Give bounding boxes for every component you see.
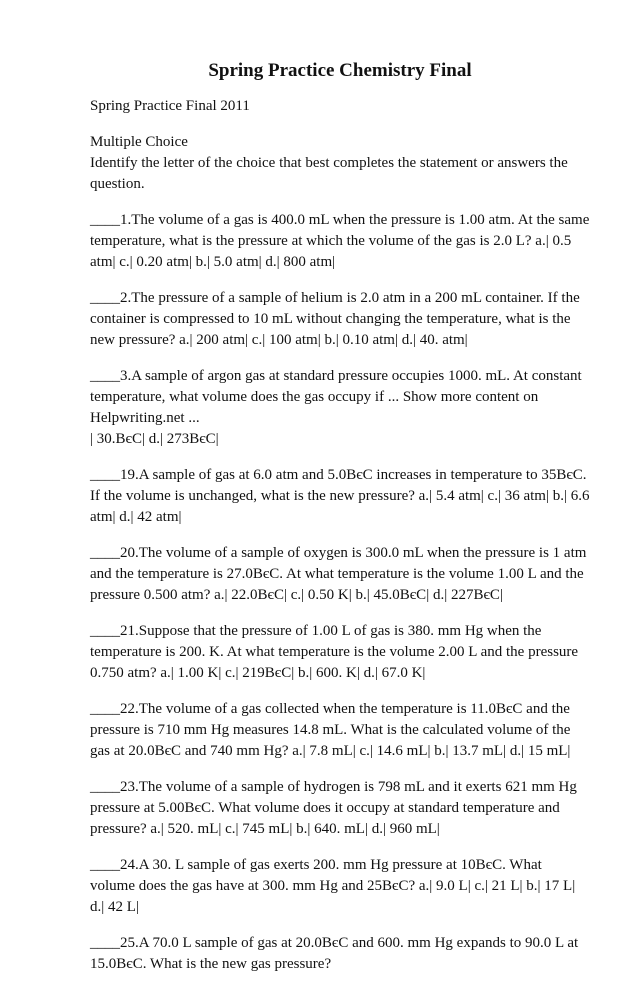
section-header [90, 132, 590, 195]
document-subtitle: Spring Practice Final 2011 [90, 98, 250, 114]
question-21: ____21.Suppose that the pressure of 1.00 L of gas is 380. mm Hg when the temperature is 200. K. At what temperature is the volume 2.00 L and the pressure 0.750 atm? a.| 1.00 K| c.| 219BєC| b.| 600. K| d.| 67.0 K| [90, 623, 579, 681]
question-22: ____22.The volume of a gas collected when the temperature is 11.0BєC and the pressure is 710 mm Hg measures 14.8 mL. What is the calculated volume of the gas at 20.0BєC and 740 mm Hg? a.| 7.8 mL| c.| 14.6 mL| b.| 13.7 mL| d.| 15 mL| [90, 701, 571, 759]
question-3-fragment: | 30.BєC| d.| 273BєC| [90, 431, 219, 447]
section-heading: Multiple Choice [90, 134, 188, 150]
question-20: ____20.The volume of a sample of oxygen is 300.0 mL when the pressure is 1 atm and the temperature is 27.0BєC. At what temperature is the volume 1.00 L and the pressure 0.500 atm? a.| 22.0BєC| c.| 0.50 K| b.| 45.0BєC| d.| 227BєC| [90, 545, 587, 603]
question-3 [90, 366, 590, 450]
question-23: ____23.The volume of a sample of hydrogen is 798 mL and it exerts 621 mm Hg pressure at 5.00BєC. What volume does it occupy at standard temperature and pressure? a.| 520. mL| c.| 745 mL| b.| 640. mL| d.| 960 mL| [90, 779, 577, 837]
document-title: Spring Practice Chemistry Final [208, 60, 472, 81]
question-2: ____2.The pressure of a sample of helium is 2.0 atm in a 200 mL container. If the container is compressed to 10 mL without changing the temperature, what is the new pressure? a.| 200 atm| c.| 100 atm| b.| 0.10 atm| d.| 40. atm| [90, 290, 580, 348]
question-25: ____25.A 70.0 L sample of gas at 20.0BєC and 600. mm Hg expands to 90.0 L at 15.0BєC. What is the new gas pressure? [90, 935, 579, 972]
document-page [90, 58, 590, 990]
question-1: ____1.The volume of a gas is 400.0 mL when the pressure is 1.00 atm. At the same temperature, what is the pressure at which the volume of the gas is 2.0 L? a.| 0.5 atm| c.| 0.20 atm| b.| 5.0 atm| d.| 800 atm| [90, 212, 590, 270]
question-3-text: ____3.A sample of argon gas at standard pressure occupies 1000. mL. At constant temperature, what volume does the gas occupy if ... Show more content on Helpwriting.net ... [90, 368, 582, 426]
question-24: ____24.A 30. L sample of gas exerts 200. mm Hg pressure at 10BєC. What volume does the gas have at 300. mm Hg and 25BєC? a.| 9.0 L| c.| 21 L| b.| 17 L| d.| 42 L| [90, 857, 576, 915]
section-instructions: Identify the letter of the choice that best completes the statement or answers the question. [90, 155, 568, 192]
question-19: ____19.A sample of gas at 6.0 atm and 5.0BєC increases in temperature to 35BєC. If the volume is unchanged, what is the new pressure? a.| 5.4 atm| c.| 36 atm| b.| 6.6 atm| d.| 42 atm| [90, 467, 590, 525]
